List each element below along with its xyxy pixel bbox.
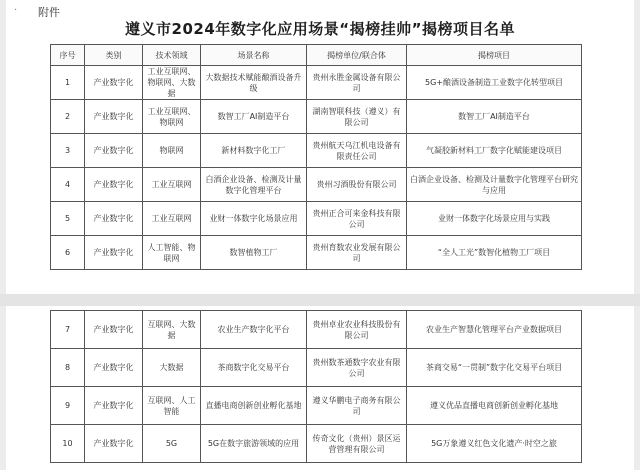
cell-tech-field: 工业互联网	[143, 168, 201, 202]
cell-index: 4	[51, 168, 85, 202]
header-index: 序号	[51, 45, 85, 66]
page-break-gap	[0, 294, 640, 306]
header-tech-field: 技术领域	[143, 45, 201, 66]
cell-tech-field: 工业互联网	[143, 202, 201, 236]
cell-scene-name: 白酒企业设备、检测及计量数字化管理平台	[201, 168, 307, 202]
cell-project: 气凝胶新材料工厂数字化赋能建设项目	[407, 134, 582, 168]
cell-index: 7	[51, 311, 85, 349]
cell-category: 产业数字化	[85, 311, 143, 349]
cell-scene-name: 业财一体数字化场景应用	[201, 202, 307, 236]
cell-index: 9	[51, 387, 85, 425]
cell-scene-name: 新材料数字化工厂	[201, 134, 307, 168]
cell-project: 数智工厂AI制造平台	[407, 100, 582, 134]
table-row	[51, 134, 582, 168]
attachment-label: 附件	[38, 6, 60, 19]
table-row	[51, 236, 582, 270]
cell-category: 产业数字化	[85, 168, 143, 202]
cell-category: 产业数字化	[85, 236, 143, 270]
page-corner-icon: ·	[14, 5, 18, 16]
cell-project: 茶商交易“一贯制”数字化交易平台项目	[407, 349, 582, 387]
table-row	[51, 100, 582, 134]
cell-tech-field: 互联网、人工智能	[143, 387, 201, 425]
page-title: 遵义市2024年数字化应用场景“揭榜挂帅”揭榜项目名单	[125, 20, 515, 38]
table-row	[51, 202, 582, 236]
header-project: 揭榜项目	[407, 45, 582, 66]
cell-category: 产业数字化	[85, 66, 143, 100]
table-row	[51, 349, 582, 387]
table-row	[51, 311, 582, 349]
header-scene-name: 场景名称	[201, 45, 307, 66]
cell-project: 遵义优品直播电商创新创业孵化基地	[407, 387, 582, 425]
cell-unit: 贵州习酒股份有限公司	[307, 168, 407, 202]
cell-scene-name: 直播电商创新创业孵化基地	[201, 387, 307, 425]
table-row	[51, 387, 582, 425]
cell-project: 白酒企业设备、检测及计量数字化管理平台研究与应用	[407, 168, 582, 202]
cell-index: 1	[51, 66, 85, 100]
cell-project: 5G+酿酒设备制造工业数字化转型项目	[407, 66, 582, 100]
cell-tech-field: 物联网	[143, 134, 201, 168]
cell-unit: 贵州卓业农业科技股份有限公司	[307, 311, 407, 349]
cell-index: 2	[51, 100, 85, 134]
cell-index: 3	[51, 134, 85, 168]
cell-index: 6	[51, 236, 85, 270]
cell-scene-name: 数智工厂AI制造平台	[201, 100, 307, 134]
cell-unit: 遵义华鹏电子商务有限公司	[307, 387, 407, 425]
cell-project: 农业生产智慧化管理平台产业数据项目	[407, 311, 582, 349]
cell-index: 8	[51, 349, 85, 387]
cell-category: 产业数字化	[85, 425, 143, 463]
cell-unit: 湖南智联科技（遵义）有限公司	[307, 100, 407, 134]
cell-unit: 贵州航天乌江机电设备有限责任公司	[307, 134, 407, 168]
table-row	[51, 168, 582, 202]
cell-tech-field: 大数据	[143, 349, 201, 387]
document-page	[6, 0, 634, 470]
header-category: 类别	[85, 45, 143, 66]
cell-category: 产业数字化	[85, 387, 143, 425]
cell-unit: 贵州正合可来金科技有限公司	[307, 202, 407, 236]
cell-category: 产业数字化	[85, 349, 143, 387]
cell-project: 业财一体数字化场景应用与实践	[407, 202, 582, 236]
cell-tech-field: 工业互联网、物联网、大数据	[143, 66, 201, 100]
cell-tech-field: 互联网、大数据	[143, 311, 201, 349]
table-header-row	[51, 45, 582, 66]
cell-tech-field: 人工智能、物联网	[143, 236, 201, 270]
cell-index: 10	[51, 425, 85, 463]
cell-unit: 贵州数茶通数字农业有限公司	[307, 349, 407, 387]
cell-scene-name: 农业生产数字化平台	[201, 311, 307, 349]
project-table-part-1	[50, 44, 582, 270]
project-table-part-2	[50, 310, 582, 463]
cell-project: “全人工光”数智化植物工厂项目	[407, 236, 582, 270]
cell-tech-field: 工业互联网、物联网	[143, 100, 201, 134]
cell-category: 产业数字化	[85, 134, 143, 168]
cell-tech-field: 5G	[143, 425, 201, 463]
cell-index: 5	[51, 202, 85, 236]
cell-scene-name: 大数据技术赋能酿酒设备升级	[201, 66, 307, 100]
cell-project: 5G万象遵义红色文化遗产·时空之旅	[407, 425, 582, 463]
cell-scene-name: 数智植物工厂	[201, 236, 307, 270]
cell-category: 产业数字化	[85, 100, 143, 134]
table-row	[51, 66, 582, 100]
header-unit: 揭榜单位/联合体	[307, 45, 407, 66]
table-row	[51, 425, 582, 463]
cell-unit: 贵州永胜金属设备有限公司	[307, 66, 407, 100]
cell-unit: 贵州育数农业发展有限公司	[307, 236, 407, 270]
cell-unit: 传奇文化（贵州）景区运营管理有限公司	[307, 425, 407, 463]
cell-category: 产业数字化	[85, 202, 143, 236]
cell-scene-name: 茶商数字化交易平台	[201, 349, 307, 387]
cell-scene-name: 5G在数字旅游领域的应用	[201, 425, 307, 463]
